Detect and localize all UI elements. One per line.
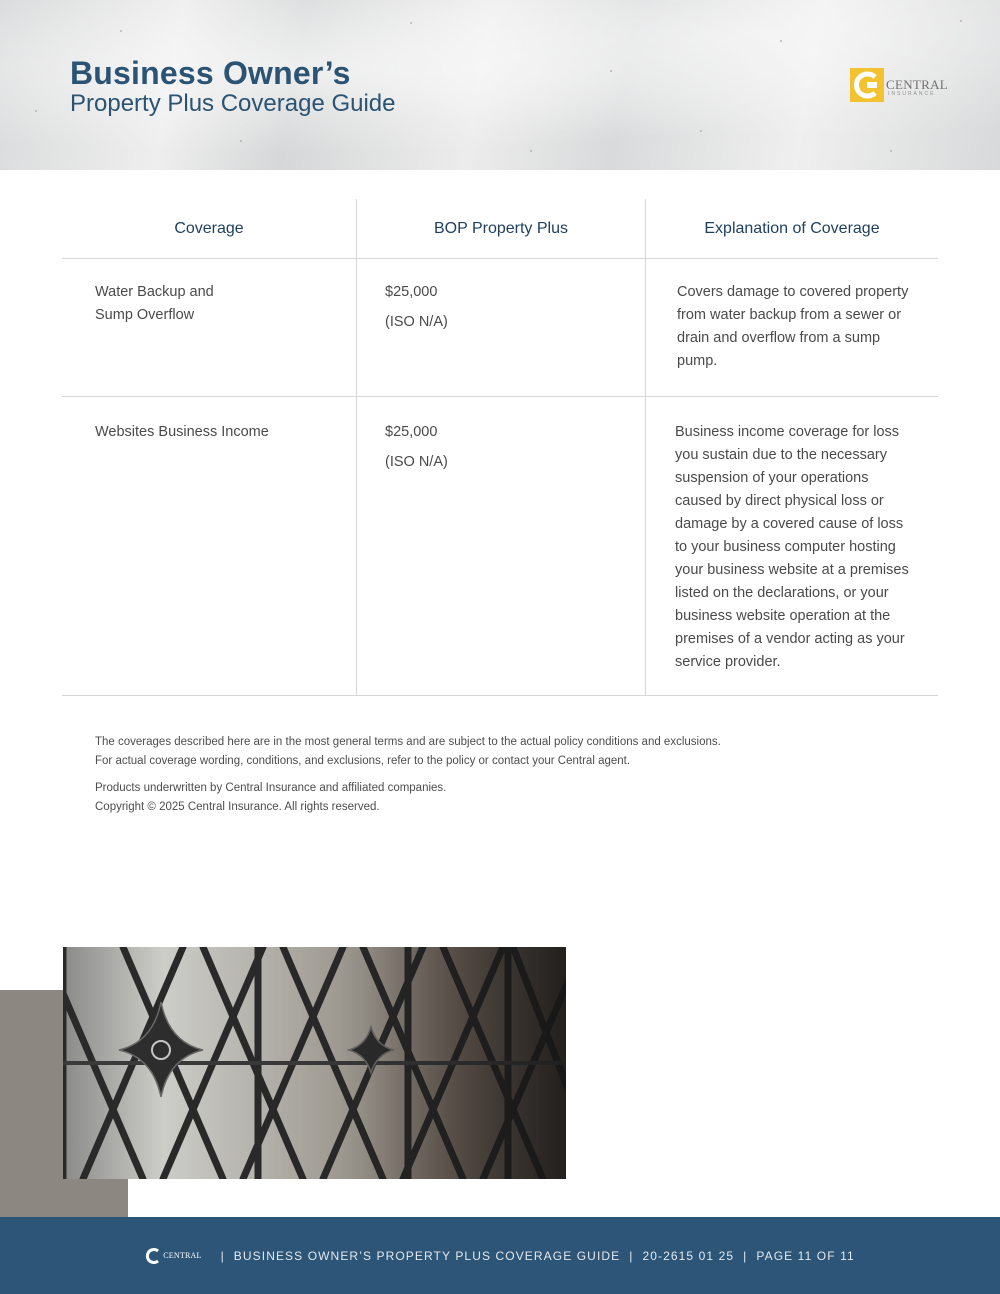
table-row bbox=[62, 259, 938, 397]
coverage-name: Websites Business Income bbox=[95, 424, 269, 440]
footer-separator: | bbox=[743, 1248, 748, 1263]
leaded-glass-illustration bbox=[63, 947, 566, 1179]
central-logo-icon bbox=[850, 68, 884, 102]
page-title: Business Owner’s bbox=[70, 55, 351, 91]
footer-logo bbox=[145, 1248, 201, 1264]
column-header-bop-property-plus: BOP Property Plus bbox=[356, 199, 645, 258]
disclaimer-line: For actual coverage wording, conditions, and exclusions, refer to the policy or contact your Central agent. bbox=[95, 755, 631, 767]
brand-subtitle: INSURANCE bbox=[888, 91, 936, 97]
header-banner bbox=[0, 0, 1000, 170]
coverage-explanation: Business income coverage for loss you sustain due to the necessary suspension of your operations caused by direct physical loss or damage by a covered cause of loss to your business computer hosting your business website at a premises listed on the declarations, or your business website operation at the premises of a vendor acting as your service provider. bbox=[645, 397, 938, 695]
page-footer bbox=[0, 1217, 1000, 1294]
coverage-limit: $25,000 bbox=[385, 284, 438, 300]
footer-separator: | bbox=[220, 1248, 225, 1263]
coverage-table bbox=[62, 199, 938, 696]
central-logo-icon bbox=[145, 1248, 161, 1264]
column-header-coverage: Coverage bbox=[174, 220, 244, 237]
coverage-name-continued: Sump Overflow bbox=[95, 307, 195, 323]
footer-page-number: PAGE 11 OF 11 bbox=[756, 1248, 855, 1263]
central-insurance-logo bbox=[850, 68, 965, 102]
disclaimer bbox=[95, 733, 915, 817]
underwriting-note: Products underwritten by Central Insurance and affiliated companies. bbox=[95, 782, 447, 794]
table-row bbox=[62, 397, 938, 696]
footer-separator: | bbox=[629, 1248, 634, 1263]
coverage-name-cell bbox=[62, 259, 356, 396]
coverage-limit-note: (ISO N/A) bbox=[385, 454, 448, 470]
column-header-explanation: Explanation of Coverage bbox=[645, 199, 938, 258]
coverage-name-cell bbox=[62, 397, 356, 695]
brand-name: CENTRAL bbox=[886, 77, 949, 92]
table-header-row bbox=[62, 199, 938, 259]
coverage-limit: $25,000 bbox=[385, 424, 438, 440]
disclaimer-line: The coverages described here are in the most general terms and are subject to the actual policy conditions and exclusions. bbox=[95, 736, 721, 748]
coverage-limit-cell bbox=[356, 259, 645, 396]
footer-guide-title: BUSINESS OWNER’S PROPERTY PLUS COVERAGE GUIDE bbox=[233, 1248, 621, 1263]
coverage-limit-note: (ISO N/A) bbox=[385, 314, 448, 330]
footer-brand: CENTRAL bbox=[163, 1251, 202, 1260]
coverage-limit-cell bbox=[356, 397, 645, 695]
page-subtitle: Property Plus Coverage Guide bbox=[70, 90, 396, 117]
coverage-name: Water Backup and bbox=[95, 284, 214, 300]
coverage-explanation: Covers damage to covered property from water backup from a sewer or drain and overflow from a sump pump. bbox=[645, 259, 938, 396]
copyright-notice: Copyright © 2025 Central Insurance. All rights reserved. bbox=[95, 801, 380, 813]
leaded-glass-window-photo bbox=[63, 947, 566, 1179]
footer-form-number: 20-2615 01 25 bbox=[642, 1248, 735, 1263]
